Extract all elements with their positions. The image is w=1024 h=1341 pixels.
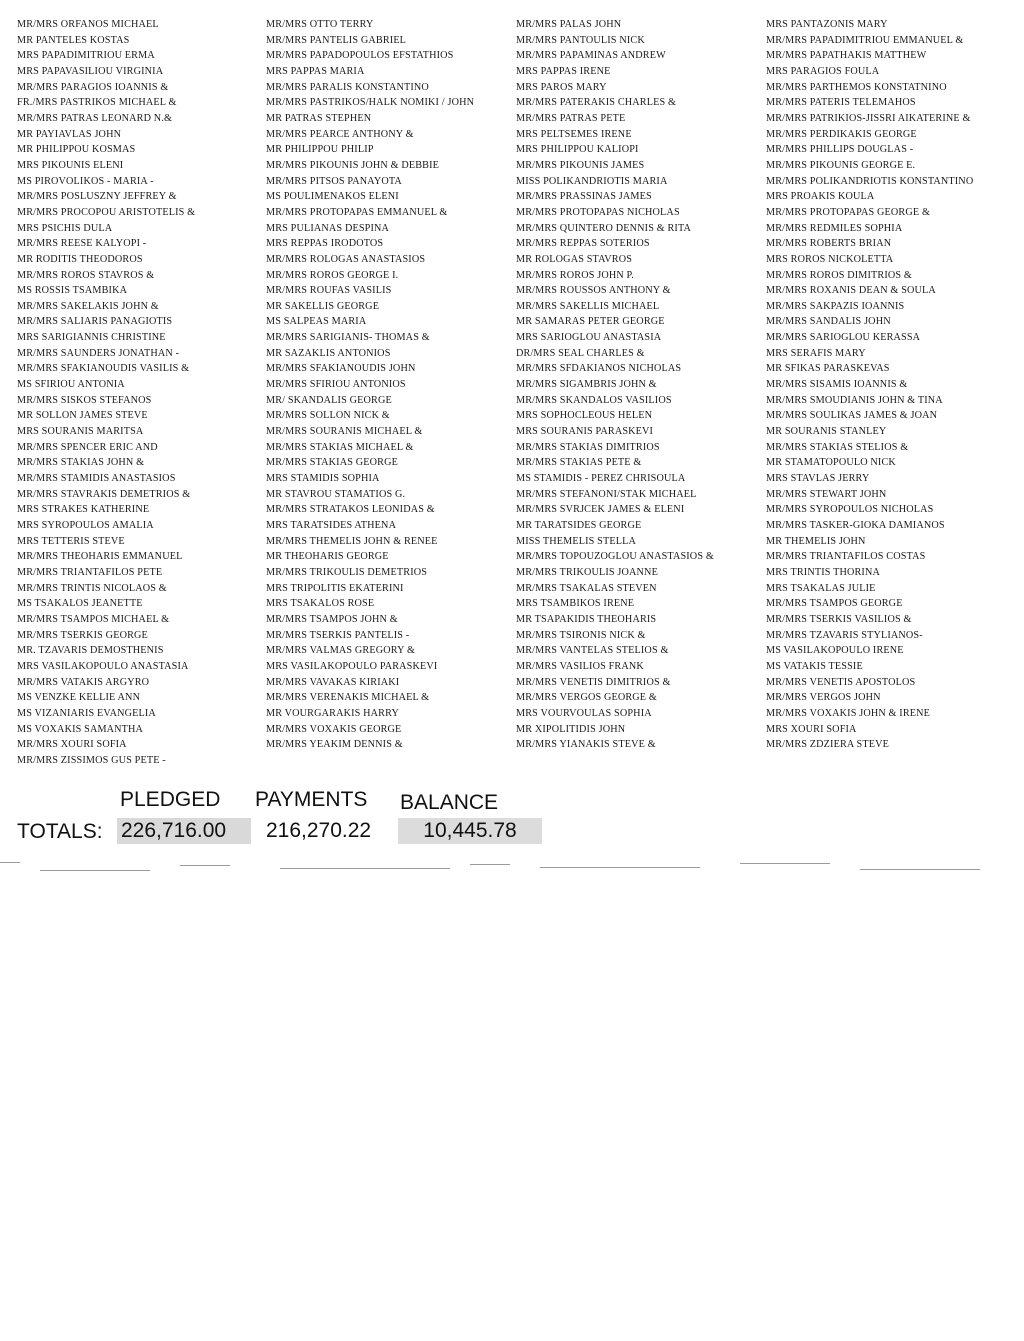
donor-entry: MR/MRS VOXAKIS JOHN & IRENE [766, 707, 931, 719]
donor-entry: MS VENZKE KELLIE ANN [17, 692, 141, 704]
donor-entry: MR/MRS TSERKIS VASILIOS & [766, 613, 912, 625]
donor-entry: MR/MRS STAKIAS PETE & [516, 457, 642, 469]
donor-entry: MR/MRS PAPADIMITRIOU EMMANUEL & [766, 34, 964, 46]
donor-entry: MR/MRS PIKOUNIS GEORGE E. [766, 159, 916, 171]
donor-entry: MRS TRINTIS THORINA [766, 566, 880, 578]
donor-entry: MR THEMELIS JOHN [766, 535, 866, 547]
donor-entry: MR XIPOLITIDIS JOHN [516, 723, 626, 735]
donor-entry: MR/MRS TRINTIS NICOLAOS & [17, 582, 167, 594]
donor-entry: MR/MRS PAPATHAKIS MATTHEW [766, 50, 927, 62]
donor-entry: MISS THEMELIS STELLA [516, 535, 636, 547]
donor-entry: MR/MRS VASILIOS FRANK [516, 660, 644, 672]
donor-entry: MR/MRS PEARCE ANTHONY & [266, 128, 414, 140]
donor-entry: MS PIROVOLIKOS - MARIA - [17, 175, 154, 187]
donor-entry: MS STAMIDIS - PEREZ CHRISOULA [516, 473, 686, 485]
donor-entry: MR/MRS STAKIAS STELIOS & [766, 441, 909, 453]
donor-entry: MR/MRS PATRAS PETE [516, 112, 626, 124]
donor-entry: MR/MRS OTTO TERRY [266, 19, 374, 30]
donor-entry: MRS PELTSEMES IRENE [516, 128, 632, 140]
donor-entry: MR/MRS PATERIS TELEMAHOS [766, 97, 916, 109]
donor-entry: MR/MRS SFAKIANOUDIS JOHN [266, 363, 416, 375]
donor-entry: MR/MRS STAKIAS MICHAEL & [266, 441, 414, 453]
donor-entry: MR/MRS SARIOGLOU KERASSA [766, 332, 921, 344]
donor-entry: MR/MRS PATRIKIOS-JISSRI AIKATERINE & [766, 112, 971, 124]
donor-entry: MR/MRS TSAMPOS GEORGE [766, 598, 903, 610]
donor-entry: MR/MRS ROROS STAVROS & [17, 269, 155, 281]
donor-entry: MR/MRS PASTRIKOS/HALK NOMIKI / JOHN [266, 97, 475, 109]
donor-entry: MS SFIRIOU ANTONIA [17, 379, 125, 391]
balance-header: BALANCE [400, 791, 499, 814]
donor-entry: MR/MRS VATAKIS ARGYRO [17, 676, 150, 688]
donor-entry: MR ROLOGAS STAVROS [516, 253, 633, 265]
donor-entry: MS VIZANIARIS EVANGELIA [17, 707, 156, 719]
donor-entry: MR/MRS STEWART JOHN [766, 488, 887, 500]
donor-entry: MR/MRS VENETIS APOSTOLOS [766, 676, 916, 688]
donor-entry: MRS SARIGIANNIS CHRISTINE [17, 332, 166, 344]
donor-entry: MR/MRS PALAS JOHN [516, 19, 622, 30]
donor-entry: MR/MRS TSERKIS GEORGE [17, 629, 148, 641]
donor-entry: MR/MRS SFAKIANOUDIS VASILIS & [17, 363, 190, 375]
donor-entry: MR/MRS TSIRONIS NICK & [516, 629, 646, 641]
donor-entry: MR/MRS THEOHARIS EMMANUEL [17, 551, 183, 563]
donor-entry: MR/MRS SOULIKAS JAMES & JOAN [766, 410, 938, 422]
donor-entry: MR/MRS TSAMPOS MICHAEL & [17, 613, 170, 625]
donor-entry: MR/MRS TZAVARIS STYLIANOS- [766, 629, 923, 641]
donor-entry: MR/MRS PHILLIPS DOUGLAS - [766, 144, 914, 156]
donor-entry: MRS PARAGIOS FOULA [766, 65, 880, 77]
donor-entry: MR/MRS PITSOS PANAYOTA [266, 175, 402, 187]
donor-entry: MR/MRS PAPADOPOULOS EFSTATHIOS [266, 50, 454, 62]
donor-entry: MR/MRS PROTOPAPAS NICHOLAS [516, 206, 680, 218]
donor-entry: MR/MRS SANDALIS JOHN [766, 316, 891, 328]
donor-entry: MR/MRS TSAMPOS JOHN & [266, 613, 398, 625]
donor-entry: MR/MRS ORFANOS MICHAEL [17, 19, 159, 30]
donor-entry: MR/MRS PATERAKIS CHARLES & [516, 97, 677, 109]
donor-entry: MRS PAPPAS IRENE [516, 65, 611, 77]
donor-entry: MR/MRS STEFANONI/STAK MICHAEL [516, 488, 697, 500]
donor-entry: MR/MRS SIGAMBRIS JOHN & [516, 379, 657, 391]
donor-entry: MR/MRS SOURANIS MICHAEL & [266, 426, 423, 438]
donor-entry: MR/MRS SARIGIANIS- THOMAS & [266, 332, 430, 344]
totals-label: TOTALS: [17, 820, 103, 843]
donor-entry: MR TARATSIDES GEORGE [516, 520, 642, 531]
payments-header: PAYMENTS [255, 788, 368, 811]
donor-entry: MR/MRS ZISSIMOS GUS PETE - [17, 754, 166, 766]
donor-entry: MRS PHILIPPOU KALIOPI [516, 144, 639, 156]
donor-entry: MR/MRS VERENAKIS MICHAEL & [266, 692, 430, 704]
donor-entry: MR/MRS ROUFAS VASILIS [266, 285, 392, 297]
donor-entry: MR/MRS TRIKOULIS DEMETRIOS [266, 566, 428, 578]
donor-entry: MR/MRS SFDAKIANOS NICHOLAS [516, 363, 682, 375]
donor-entry: MR THEOHARIS GEORGE [266, 551, 389, 563]
donor-entry: MR/MRS SKANDALOS VASILIOS [516, 394, 672, 406]
donor-entry: MS VASILAKOPOULO IRENE [766, 645, 904, 657]
donor-entry: MRS TSAKALAS JULIE [766, 582, 876, 594]
donor-entry: MR STAVROU STAMATIOS G. [266, 488, 406, 500]
donor-entry: MR/MRS ROUSSOS ANTHONY & [516, 285, 671, 297]
donor-entry: MR/MRS REESE KALYOPI - [17, 238, 147, 250]
donor-column-4 [766, 17, 1014, 753]
donor-entry: MR/MRS PANTELIS GABRIEL [266, 34, 407, 46]
donor-entry: MR SAMARAS PETER GEORGE [516, 316, 665, 328]
donor-entry: MRS SOPHOCLEOUS HELEN [516, 410, 653, 422]
donor-entry: MS ROSSIS TSAMBIKA [17, 285, 128, 297]
donor-entry: MR/MRS STAKIAS JOHN & [17, 457, 145, 469]
donor-entry: MRS PSICHIS DULA [17, 222, 113, 234]
donor-entry: MR/MRS ROLOGAS ANASTASIOS [266, 253, 426, 265]
donor-entry: MR/MRS PANTOULIS NICK [516, 34, 645, 46]
donor-entry: MR/MRS ROROS JOHN P. [516, 269, 634, 281]
donor-entry: MRS REPPAS IRODOTOS [266, 238, 384, 250]
donor-entry: MRS PAPAVASILIOU VIRGINIA [17, 65, 164, 77]
pledged-header: PLEDGED [120, 788, 221, 811]
donor-entry: MS VOXAKIS SAMANTHA [17, 723, 144, 735]
donor-entry: MRS TSAMBIKOS IRENE [516, 598, 635, 610]
donor-entry: MRS PAROS MARY [516, 81, 607, 93]
donor-entry: MR/MRS SAKPAZIS IOANNIS [766, 300, 905, 312]
donor-entry: MR SFIKAS PARASKEVAS [766, 363, 890, 375]
donor-entry: MRS PIKOUNIS ELENI [17, 159, 124, 171]
donor-entry: MR/MRS YEAKIM DENNIS & [266, 739, 403, 751]
donor-entry: MRS PAPPAS MARIA [266, 65, 365, 77]
donor-entry: MISS POLIKANDRIOTIS MARIA [516, 175, 668, 187]
donor-entry: MR RODITIS THEODOROS [17, 253, 143, 265]
donor-entry: MR/MRS PIKOUNIS JAMES [516, 159, 645, 171]
donor-entry: MR/MRS VERGOS JOHN [766, 692, 881, 704]
donor-entry: MR/MRS PARAGIOS IOANNIS & [17, 81, 169, 93]
donor-entry: MR/MRS QUINTERO DENNIS & RITA [516, 222, 692, 234]
donor-entry: MR SOURANIS STANLEY [766, 426, 887, 438]
donor-entry: MR/MRS PIKOUNIS JOHN & DEBBIE [266, 159, 440, 171]
donor-entry: FR./MRS PASTRIKOS MICHAEL & [17, 97, 177, 109]
donor-entry: MRS VASILAKOPOULO ANASTASIA [17, 660, 189, 672]
donor-entry: MRS SOURANIS MARITSA [17, 426, 144, 438]
donor-entry: MR/MRS REPPAS SOTERIOS [516, 238, 650, 250]
donor-entry: MRS SOURANIS PARASKEVI [516, 426, 654, 438]
donor-entry: MR/MRS TRIANTAFILOS PETE [17, 566, 163, 578]
donor-entry: MR PAYIAVLAS JOHN [17, 128, 122, 140]
donor-entry: MR/MRS PAPAMINAS ANDREW [516, 50, 666, 62]
balance-total: 10,445.78 [398, 818, 542, 844]
donor-entry: MR/MRS SOLLON NICK & [266, 410, 390, 422]
donor-entry: MR/MRS TSERKIS PANTELIS - [266, 629, 410, 641]
donor-entry: MS POULIMENAKOS ELENI [266, 191, 399, 203]
donor-entry: MR/MRS VANTELAS STELIOS & [516, 645, 669, 657]
donor-entry: MR/MRS REDMILES SOPHIA [766, 222, 903, 234]
donor-entry: MR/MRS VALMAS GREGORY & [266, 645, 416, 657]
donor-entry: MR/MRS TSAKALAS STEVEN [516, 582, 657, 594]
donor-entry: MR PHILIPPOU PHILIP [266, 144, 374, 156]
donor-entry: MR/MRS TRIANTAFILOS COSTAS [766, 551, 926, 563]
donor-entry: MRS PAPADIMITRIOU ERMA [17, 50, 155, 62]
donor-entry: MRS STAMIDIS SOPHIA [266, 473, 380, 485]
scan-artifact [0, 856, 1024, 892]
donor-entry: MR/MRS ZDZIERA STEVE [766, 739, 889, 751]
donor-entry: MR/MRS TRIKOULIS JOANNE [516, 566, 658, 578]
donor-entry: MR SOLLON JAMES STEVE [17, 410, 148, 422]
donor-entry: MR/MRS SAKELLIS MICHAEL [516, 300, 660, 312]
donor-entry: MR/MRS VAVAKAS KIRIAKI [266, 676, 400, 688]
donor-entry: MRS PANTAZONIS MARY [766, 19, 888, 30]
donor-entry: MR PANTELES KOSTAS [17, 34, 130, 46]
donor-entry: MR/MRS SALIARIS PANAGIOTIS [17, 316, 173, 328]
donor-column-3 [516, 17, 764, 753]
donor-entry: MR SAKELLIS GEORGE [266, 300, 380, 312]
donor-entry: MRS SARIOGLOU ANASTASIA [516, 332, 662, 344]
donor-entry: MR VOURGARAKIS HARRY [266, 707, 400, 719]
donor-column-1 [17, 17, 265, 769]
donor-entry: MR/MRS SISAMIS IOANNIS & [766, 379, 908, 391]
donor-entry: MRS PULIANAS DESPINA [266, 222, 390, 234]
donor-entry: MRS TETTERIS STEVE [17, 535, 125, 547]
donor-entry: MR/MRS PRASSINAS JAMES [516, 191, 652, 203]
donor-entry: MR PATRAS STEPHEN [266, 112, 372, 124]
donor-entry: MR/MRS SPENCER ERIC AND [17, 441, 158, 453]
donor-entry: MR/MRS STAVRAKIS DEMETRIOS & [17, 488, 191, 500]
donor-entry: MR/ SKANDALIS GEORGE [266, 394, 392, 406]
donor-entry: MRS XOURI SOFIA [766, 723, 857, 735]
donor-entry: MRS TSAKALOS ROSE [266, 598, 375, 610]
donor-entry: MR/MRS ROROS GEORGE I. [266, 269, 399, 281]
donor-entry: MR/MRS STAMIDIS ANASTASIOS [17, 473, 176, 485]
donor-entry: MRS VASILAKOPOULO PARASKEVI [266, 660, 438, 672]
donor-entry: MR/MRS THEMELIS JOHN & RENEE [266, 535, 438, 547]
donor-entry: MR/MRS PROTOPAPAS GEORGE & [766, 206, 931, 218]
donor-entry: MRS SERAFIS MARY [766, 347, 866, 359]
pledged-total: 226,716.00 [117, 818, 251, 844]
donor-entry: MR/MRS YIANAKIS STEVE & [516, 739, 656, 751]
donor-entry: DR/MRS SEAL CHARLES & [516, 347, 645, 359]
donor-entry: MR/MRS STAKIAS DIMITRIOS [516, 441, 660, 453]
donor-entry: MR/MRS SYROPOULOS NICHOLAS [766, 504, 934, 516]
donor-entry: MRS ROROS NICKOLETTA [766, 253, 894, 265]
donor-column-2 [266, 17, 514, 753]
donor-entry: MRS STAVLAS JERRY [766, 473, 870, 485]
donor-entry: MR/MRS VOXAKIS GEORGE [266, 723, 402, 735]
donor-entry: MR/MRS PERDIKAKIS GEORGE [766, 128, 917, 140]
donor-entry: MR/MRS POSLUSZNY JEFFREY & [17, 191, 177, 203]
donor-entry: MR/MRS ROBERTS BRIAN [766, 238, 892, 250]
donor-entry: MR/MRS SAKELAKIS JOHN & [17, 300, 159, 312]
donor-entry: MR PHILIPPOU KOSMAS [17, 144, 136, 156]
donor-entry: MR SAZAKLIS ANTONIOS [266, 347, 391, 359]
donor-entry: MR STAMATOPOULO NICK [766, 457, 896, 469]
donor-entry: MR/MRS TASKER-GIOKA DAMIANOS [766, 520, 945, 531]
donor-entry: MRS SYROPOULOS AMALIA [17, 520, 154, 531]
donor-entry: MR/MRS PARALIS KONSTANTINO [266, 81, 429, 93]
donor-entry: MR/MRS STAKIAS GEORGE [266, 457, 398, 469]
donor-entry: MRS PROAKIS KOULA [766, 191, 875, 203]
donor-entry: MRS VOURVOULAS SOPHIA [516, 707, 652, 719]
donor-entry: MR/MRS ROROS DIMITRIOS & [766, 269, 912, 281]
donor-entry: MR/MRS PARTHEMOS KONSTATNINO [766, 81, 947, 93]
payments-total: 216,270.22 [266, 819, 372, 842]
donor-entry: MR/MRS STRATAKOS LEONIDAS & [266, 504, 435, 516]
donor-entry: MR/MRS SFIRIOU ANTONIOS [266, 379, 406, 391]
donor-entry: MR/MRS POLIKANDRIOTIS KONSTANTINO [766, 175, 974, 187]
donor-entry: MR/MRS PROCOPOU ARISTOTELIS & [17, 206, 196, 218]
donor-entry: MR/MRS SVRJCEK JAMES & ELENI [516, 504, 685, 516]
donor-entry: MR/MRS PATRAS LEONARD N.& [17, 112, 173, 124]
donor-entry: MS VATAKIS TESSIE [766, 660, 863, 672]
donor-entry: MR/MRS TOPOUZOGLOU ANASTASIOS & [516, 551, 714, 563]
donor-entry: MR/MRS SAUNDERS JONATHAN - [17, 347, 180, 359]
donor-entry: MS TSAKALOS JEANETTE [17, 598, 143, 610]
donor-entry: MR/MRS SISKOS STEFANOS [17, 394, 152, 406]
donor-entry: MR/MRS VENETIS DIMITRIOS & [516, 676, 671, 688]
donor-entry: MRS TARATSIDES ATHENA [266, 520, 397, 531]
donor-entry: MR/MRS PROTOPAPAS EMMANUEL & [266, 206, 448, 218]
donor-entry: MRS STRAKES KATHERINE [17, 504, 150, 516]
donor-entry: MR/MRS ROXANIS DEAN & SOULA [766, 285, 936, 297]
donor-entry: MR/MRS VERGOS GEORGE & [516, 692, 657, 704]
donor-entry: MS SALPEAS MARIA [266, 316, 367, 328]
donor-entry: MR/MRS XOURI SOFIA [17, 739, 127, 751]
donor-entry: MR. TZAVARIS DEMOSTHENIS [17, 645, 164, 657]
donor-entry: MRS TRIPOLITIS EKATERINI [266, 582, 404, 594]
donor-entry: MR TSAPAKIDIS THEOHARIS [516, 613, 657, 625]
totals-section [0, 780, 1024, 850]
donor-entry: MR/MRS SMOUDIANIS JOHN & TINA [766, 394, 943, 406]
